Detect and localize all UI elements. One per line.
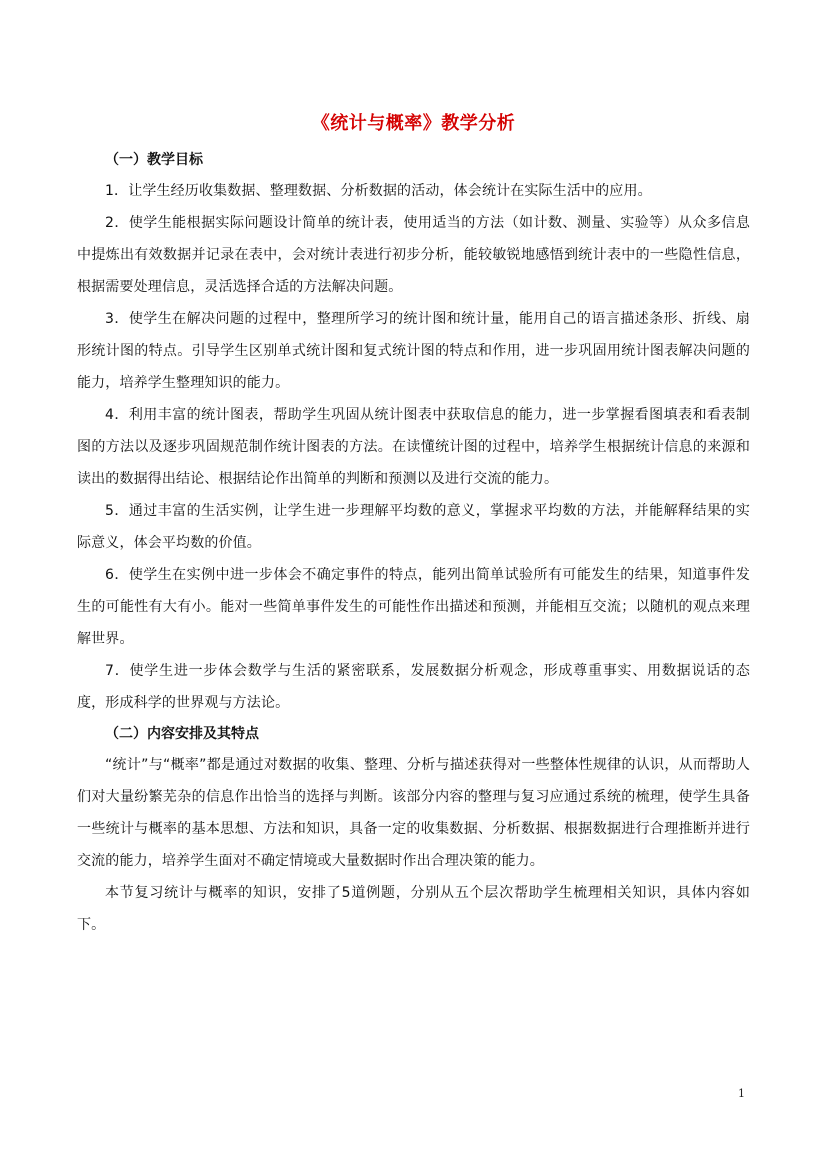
objective-item-3: 3．使学生在解决问题的过程中，整理所学习的统计图和统计量，能用自己的语言描述条形、折线、扇形统计图的特点。引导学生区别单式统计图和复式统计图的特点和作用，进一步巩固用统计图表解决问题的能力，培养学生整理知识的能力。	[77, 311, 750, 391]
objective-item-7: 7．使学生进一步体会数学与生活的紧密联系，发展数据分析观念，形成尊重事实、用数据说话的态度，形成科学的世界观与方法论。	[77, 663, 750, 711]
content-paragraph-1: “统计”与“概率”都是通过对数据的收集、整理、分析与描述获得对一些整体性规律的认识，从而帮助人们对大量纷繁芜杂的信息作出恰当的选择与判断。该部分内容的整理与复习应通过系统的梳理，使学生具备一些统计与概率的基本思想、方法和知识，具备一定的收集数据、分析数据、根据数据进行合理推断并进行交流的能力，培养学生面对不确定情境或大量数据时作出合理决策的能力。	[77, 757, 750, 869]
section-heading-teaching-objectives: （一）教学目标	[105, 152, 203, 168]
objective-item-1: 1．让学生经历收集数据、整理数据、分析数据的活动，体会统计在实际生活中的应用。	[105, 183, 652, 199]
document-body	[77, 145, 750, 941]
objective-item-5: 5．通过丰富的生活实例，让学生进一步理解平均数的意义，掌握求平均数的方法，并能解释结果的实际意义，体会平均数的价值。	[77, 503, 750, 551]
page-number: 1	[738, 1087, 745, 1100]
objective-item-4: 4．利用丰富的统计图表，帮助学生巩固从统计图表中获取信息的能力，进一步掌握看图填表和看表制图的方法以及逐步巩固规范制作统计图表的方法。在读懂统计图的过程中，培养学生根据统计信息的来源和读出的数据得出结论、根据结论作出简单的判断和预测以及进行交流的能力。	[77, 407, 750, 487]
objective-item-6: 6．使学生在实例中进一步体会不确定事件的特点，能列出简单试验所有可能发生的结果，知道事件发生的可能性有大有小。能对一些简单事件发生的可能性作出描述和预测，并能相互交流；以随机的观点来理解世界。	[77, 567, 750, 647]
content-paragraph-2: 本节复习统计与概率的知识，安排了5道例题，分别从五个层次帮助学生梳理相关知识，具体内容如下。	[77, 885, 750, 933]
objective-item-2: 2．使学生能根据实际问题设计简单的统计表，使用适当的方法（如计数、测量、实验等）从众多信息中提炼出有效数据并记录在表中，会对统计表进行初步分析，能较敏锐地感悟到统计表中的一些隐性信息，根据需要处理信息，灵活选择合适的方法解决问题。	[77, 215, 750, 295]
section-heading-content-arrangement: （二）内容安排及其特点	[105, 726, 259, 742]
document-title: 《统计与概率》教学分析	[311, 113, 516, 134]
